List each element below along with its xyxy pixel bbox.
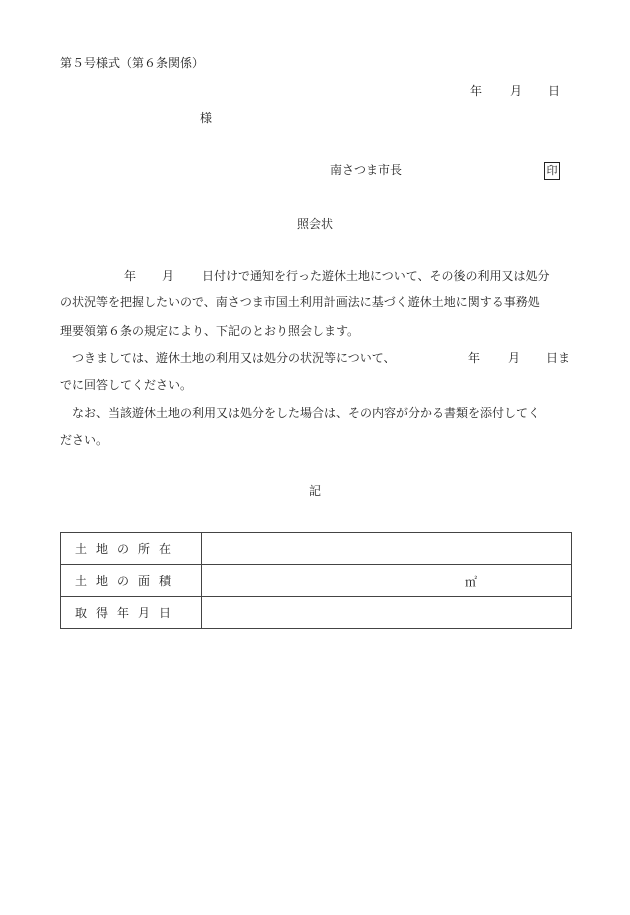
reply-month-label: 月 (508, 351, 521, 365)
date-month-label: 月 (510, 84, 523, 98)
date-day-label: 日 (548, 84, 561, 98)
body-line-3: 理要領第６条の規定により、下記のとおり照会します。 (60, 324, 360, 338)
land-area-label: 土地の面積 (61, 565, 202, 597)
body-line-4 (60, 352, 580, 364)
body-line-4-text: つきましては、遊休土地の利用又は処分の状況等について、 (72, 351, 396, 365)
date-year-label: 年 (470, 84, 483, 98)
square-meter-unit: ㎡ (465, 575, 478, 589)
body-month-label: 月 (162, 269, 175, 283)
body-line-6: なお、当該遊休土地の利用又は処分をした場合は、その内容が分かる書類を添付してく (72, 406, 541, 420)
document-title: 照会状 (296, 217, 333, 231)
land-location-value (202, 533, 572, 565)
table-row (61, 597, 572, 629)
body-line-2: の状況等を把握したいので、南さつま市国土利用計画法に基づく遊休土地に関する事務処 (60, 295, 540, 309)
seal-mark: 印 (544, 162, 560, 180)
body-line-1 (60, 270, 580, 282)
land-area-value (202, 565, 572, 597)
land-info-table (60, 532, 572, 629)
reply-day-label: 日ま (546, 351, 571, 365)
issue-date (470, 85, 562, 97)
body-line-1-text: 日付けで通知を行った遊休土地について、その後の利用又は処分 (202, 269, 550, 283)
ki-heading: 記 (308, 484, 321, 498)
reply-year-label: 年 (468, 351, 481, 365)
acquisition-date-label: 取得年月日 (61, 597, 202, 629)
land-location-label: 土地の所在 (61, 533, 202, 565)
form-number: 第５号様式（第６条関係） (60, 56, 205, 70)
table-row (61, 533, 572, 565)
sender-name: 南さつま市長 (330, 163, 403, 177)
table-row (61, 565, 572, 597)
addressee-suffix: 様 (200, 111, 213, 125)
body-line-7: ださい。 (60, 433, 109, 447)
acquisition-date-value (202, 597, 572, 629)
body-line-5: でに回答してください。 (60, 378, 193, 392)
body-year-label: 年 (124, 269, 137, 283)
